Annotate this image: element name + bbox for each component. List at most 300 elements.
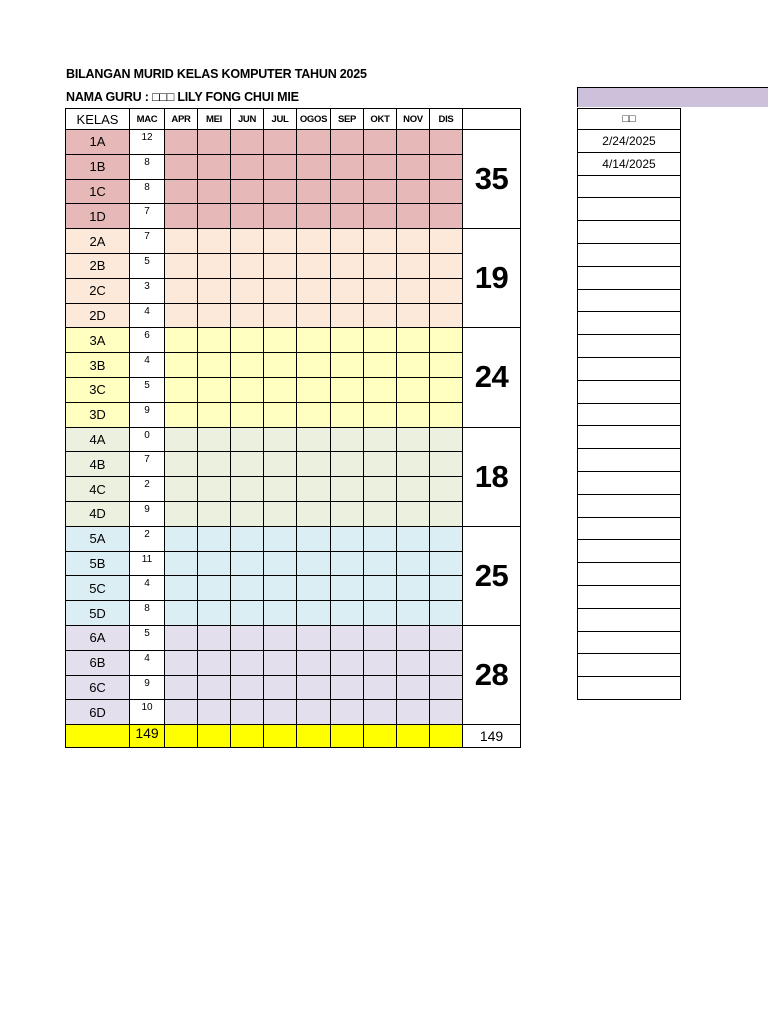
mac-count-cell[interactable]: 5 — [130, 253, 165, 278]
month-count-cell[interactable] — [231, 427, 264, 452]
month-count-cell[interactable] — [331, 328, 364, 353]
month-count-cell[interactable] — [231, 154, 264, 179]
mac-count-cell[interactable]: 11 — [130, 551, 165, 576]
kelas-cell[interactable]: 1B — [66, 154, 130, 179]
month-count-cell[interactable] — [364, 501, 397, 526]
month-count-cell[interactable] — [198, 303, 231, 328]
month-count-cell[interactable] — [264, 278, 297, 303]
month-count-cell[interactable] — [297, 551, 331, 576]
mac-count-cell[interactable]: 8 — [130, 154, 165, 179]
month-count-cell[interactable] — [364, 452, 397, 477]
month-count-cell[interactable] — [231, 402, 264, 427]
month-count-cell[interactable] — [364, 154, 397, 179]
month-count-cell[interactable] — [165, 328, 198, 353]
month-count-cell[interactable] — [397, 328, 430, 353]
month-count-cell[interactable] — [297, 154, 331, 179]
mac-count-cell[interactable]: 8 — [130, 601, 165, 626]
month-count-cell[interactable] — [397, 675, 430, 700]
month-count-cell[interactable] — [297, 253, 331, 278]
kelas-cell[interactable]: 4D — [66, 501, 130, 526]
month-count-cell[interactable] — [165, 625, 198, 650]
month-count-cell[interactable] — [331, 130, 364, 155]
month-count-cell[interactable] — [397, 501, 430, 526]
month-count-cell[interactable] — [397, 130, 430, 155]
month-count-cell[interactable] — [397, 179, 430, 204]
footer-cell[interactable] — [231, 725, 264, 748]
month-count-cell[interactable] — [297, 179, 331, 204]
month-count-cell[interactable] — [397, 700, 430, 725]
month-count-cell[interactable] — [297, 377, 331, 402]
month-count-cell[interactable] — [297, 650, 331, 675]
month-count-cell[interactable] — [397, 204, 430, 229]
month-count-cell[interactable] — [331, 427, 364, 452]
kelas-cell[interactable]: 2D — [66, 303, 130, 328]
month-count-cell[interactable] — [297, 229, 331, 254]
month-count-cell[interactable] — [231, 576, 264, 601]
month-count-cell[interactable] — [165, 402, 198, 427]
mac-count-cell[interactable]: 7 — [130, 229, 165, 254]
empty-date-cell[interactable] — [578, 585, 681, 608]
month-count-cell[interactable] — [297, 501, 331, 526]
month-count-cell[interactable] — [264, 700, 297, 725]
month-header[interactable]: DIS — [430, 109, 463, 130]
month-count-cell[interactable] — [430, 675, 463, 700]
month-count-cell[interactable] — [430, 625, 463, 650]
month-count-cell[interactable] — [430, 501, 463, 526]
month-count-cell[interactable] — [397, 229, 430, 254]
month-count-cell[interactable] — [198, 700, 231, 725]
footer-cell[interactable] — [430, 725, 463, 748]
empty-date-cell[interactable] — [578, 471, 681, 494]
mac-count-cell[interactable]: 9 — [130, 675, 165, 700]
month-count-cell[interactable] — [198, 377, 231, 402]
month-count-cell[interactable] — [430, 601, 463, 626]
month-count-cell[interactable] — [397, 650, 430, 675]
month-count-cell[interactable] — [397, 377, 430, 402]
month-count-cell[interactable] — [364, 601, 397, 626]
kelas-cell[interactable]: 4B — [66, 452, 130, 477]
mac-count-cell[interactable]: 5 — [130, 625, 165, 650]
mac-sum-cell[interactable]: 149 — [130, 725, 165, 748]
mac-count-cell[interactable]: 4 — [130, 303, 165, 328]
kelas-cell[interactable]: 6B — [66, 650, 130, 675]
empty-date-cell[interactable] — [578, 335, 681, 358]
month-count-cell[interactable] — [430, 427, 463, 452]
kelas-cell[interactable]: 2A — [66, 229, 130, 254]
month-count-cell[interactable] — [430, 204, 463, 229]
month-count-cell[interactable] — [297, 601, 331, 626]
month-count-cell[interactable] — [264, 204, 297, 229]
month-count-cell[interactable] — [165, 179, 198, 204]
empty-date-cell[interactable] — [578, 540, 681, 563]
kelas-cell[interactable]: 3A — [66, 328, 130, 353]
month-count-cell[interactable] — [331, 551, 364, 576]
kelas-header[interactable]: KELAS — [66, 109, 130, 130]
month-count-cell[interactable] — [331, 501, 364, 526]
month-count-cell[interactable] — [231, 650, 264, 675]
month-count-cell[interactable] — [165, 576, 198, 601]
month-count-cell[interactable] — [430, 179, 463, 204]
month-count-cell[interactable] — [430, 253, 463, 278]
month-count-cell[interactable] — [397, 402, 430, 427]
mac-count-cell[interactable]: 6 — [130, 328, 165, 353]
month-count-cell[interactable] — [165, 278, 198, 303]
mac-count-cell[interactable]: 7 — [130, 204, 165, 229]
total-header-cell[interactable] — [463, 109, 521, 130]
kelas-cell[interactable]: 3D — [66, 402, 130, 427]
month-header[interactable]: APR — [165, 109, 198, 130]
empty-date-cell[interactable] — [578, 449, 681, 472]
month-header[interactable]: OKT — [364, 109, 397, 130]
month-count-cell[interactable] — [297, 477, 331, 502]
month-header[interactable]: SEP — [331, 109, 364, 130]
mac-count-cell[interactable]: 4 — [130, 650, 165, 675]
month-count-cell[interactable] — [165, 650, 198, 675]
month-count-cell[interactable] — [198, 452, 231, 477]
month-count-cell[interactable] — [397, 452, 430, 477]
month-count-cell[interactable] — [297, 303, 331, 328]
month-count-cell[interactable] — [231, 601, 264, 626]
month-count-cell[interactable] — [430, 576, 463, 601]
month-count-cell[interactable] — [264, 477, 297, 502]
mac-count-cell[interactable]: 4 — [130, 353, 165, 378]
month-count-cell[interactable] — [231, 675, 264, 700]
month-count-cell[interactable] — [364, 204, 397, 229]
month-count-cell[interactable] — [264, 253, 297, 278]
month-count-cell[interactable] — [331, 402, 364, 427]
month-count-cell[interactable] — [364, 675, 397, 700]
month-count-cell[interactable] — [397, 353, 430, 378]
month-count-cell[interactable] — [430, 452, 463, 477]
month-count-cell[interactable] — [264, 229, 297, 254]
month-count-cell[interactable] — [198, 477, 231, 502]
grade-total-cell[interactable]: 19 — [463, 229, 521, 328]
empty-date-cell[interactable] — [578, 631, 681, 654]
month-count-cell[interactable] — [397, 154, 430, 179]
month-count-cell[interactable] — [231, 204, 264, 229]
month-count-cell[interactable] — [165, 452, 198, 477]
month-count-cell[interactable] — [198, 328, 231, 353]
month-count-cell[interactable] — [364, 700, 397, 725]
grade-total-cell[interactable]: 28 — [463, 625, 521, 724]
month-count-cell[interactable] — [331, 675, 364, 700]
month-count-cell[interactable] — [198, 130, 231, 155]
month-count-cell[interactable] — [297, 576, 331, 601]
mac-count-cell[interactable]: 7 — [130, 452, 165, 477]
month-count-cell[interactable] — [364, 130, 397, 155]
footer-cell[interactable] — [331, 725, 364, 748]
month-count-cell[interactable] — [297, 278, 331, 303]
month-count-cell[interactable] — [165, 204, 198, 229]
month-count-cell[interactable] — [231, 229, 264, 254]
kelas-cell[interactable]: 1D — [66, 204, 130, 229]
month-count-cell[interactable] — [165, 501, 198, 526]
month-count-cell[interactable] — [198, 675, 231, 700]
month-count-cell[interactable] — [264, 452, 297, 477]
empty-date-cell[interactable] — [578, 266, 681, 289]
kelas-cell[interactable]: 5C — [66, 576, 130, 601]
month-count-cell[interactable] — [364, 551, 397, 576]
month-count-cell[interactable] — [264, 328, 297, 353]
month-count-cell[interactable] — [165, 477, 198, 502]
mac-count-cell[interactable]: 9 — [130, 402, 165, 427]
month-count-cell[interactable] — [297, 204, 331, 229]
empty-date-cell[interactable] — [578, 654, 681, 677]
empty-date-cell[interactable] — [578, 380, 681, 403]
month-count-cell[interactable] — [331, 452, 364, 477]
footer-cell[interactable] — [297, 725, 331, 748]
month-count-cell[interactable] — [331, 377, 364, 402]
month-count-cell[interactable] — [264, 601, 297, 626]
kelas-cell[interactable]: 3C — [66, 377, 130, 402]
month-count-cell[interactable] — [165, 253, 198, 278]
month-count-cell[interactable] — [297, 402, 331, 427]
mac-count-cell[interactable]: 2 — [130, 477, 165, 502]
month-count-cell[interactable] — [397, 477, 430, 502]
month-count-cell[interactable] — [198, 650, 231, 675]
month-count-cell[interactable] — [231, 377, 264, 402]
month-count-cell[interactable] — [331, 477, 364, 502]
month-count-cell[interactable] — [364, 229, 397, 254]
month-count-cell[interactable] — [231, 625, 264, 650]
month-header[interactable]: JUL — [264, 109, 297, 130]
empty-date-cell[interactable] — [578, 494, 681, 517]
empty-date-cell[interactable] — [578, 357, 681, 380]
month-count-cell[interactable] — [231, 253, 264, 278]
month-count-cell[interactable] — [430, 130, 463, 155]
month-count-cell[interactable] — [430, 551, 463, 576]
month-count-cell[interactable] — [264, 130, 297, 155]
month-count-cell[interactable] — [364, 427, 397, 452]
empty-date-cell[interactable] — [578, 198, 681, 221]
month-count-cell[interactable] — [198, 576, 231, 601]
empty-date-cell[interactable] — [578, 312, 681, 335]
month-count-cell[interactable] — [165, 675, 198, 700]
month-count-cell[interactable] — [165, 551, 198, 576]
kelas-cell[interactable]: 6A — [66, 625, 130, 650]
month-header[interactable]: JUN — [231, 109, 264, 130]
month-header[interactable]: NOV — [397, 109, 430, 130]
month-count-cell[interactable] — [364, 650, 397, 675]
month-count-cell[interactable] — [165, 427, 198, 452]
side-header-bar[interactable] — [577, 87, 768, 107]
month-count-cell[interactable] — [331, 253, 364, 278]
month-count-cell[interactable] — [264, 154, 297, 179]
grade-total-cell[interactable]: 18 — [463, 427, 521, 526]
month-count-cell[interactable] — [397, 526, 430, 551]
month-header[interactable]: MAC — [130, 109, 165, 130]
month-count-cell[interactable] — [430, 377, 463, 402]
kelas-cell[interactable]: 5B — [66, 551, 130, 576]
month-count-cell[interactable] — [198, 278, 231, 303]
month-count-cell[interactable] — [297, 452, 331, 477]
month-count-cell[interactable] — [231, 328, 264, 353]
month-count-cell[interactable] — [297, 130, 331, 155]
month-count-cell[interactable] — [331, 278, 364, 303]
month-count-cell[interactable] — [297, 700, 331, 725]
date-cell[interactable]: 4/14/2025 — [578, 152, 681, 175]
empty-date-cell[interactable] — [578, 289, 681, 312]
month-count-cell[interactable] — [364, 253, 397, 278]
month-count-cell[interactable] — [264, 353, 297, 378]
footer-cell[interactable] — [198, 725, 231, 748]
empty-date-cell[interactable] — [578, 403, 681, 426]
empty-date-cell[interactable] — [578, 175, 681, 198]
month-count-cell[interactable] — [264, 625, 297, 650]
month-count-cell[interactable] — [331, 229, 364, 254]
month-count-cell[interactable] — [364, 353, 397, 378]
month-count-cell[interactable] — [297, 328, 331, 353]
month-count-cell[interactable] — [198, 229, 231, 254]
mac-count-cell[interactable]: 2 — [130, 526, 165, 551]
empty-date-cell[interactable] — [578, 677, 681, 700]
month-count-cell[interactable] — [198, 601, 231, 626]
footer-cell[interactable] — [264, 725, 297, 748]
month-count-cell[interactable] — [364, 526, 397, 551]
kelas-cell[interactable]: 3B — [66, 353, 130, 378]
grade-total-cell[interactable]: 25 — [463, 526, 521, 625]
month-count-cell[interactable] — [297, 675, 331, 700]
month-count-cell[interactable] — [198, 551, 231, 576]
month-count-cell[interactable] — [198, 179, 231, 204]
month-count-cell[interactable] — [397, 576, 430, 601]
month-count-cell[interactable] — [397, 253, 430, 278]
footer-label-cell[interactable] — [66, 725, 130, 748]
month-count-cell[interactable] — [331, 154, 364, 179]
month-header[interactable]: MEI — [198, 109, 231, 130]
month-count-cell[interactable] — [264, 402, 297, 427]
month-count-cell[interactable] — [198, 625, 231, 650]
footer-cell[interactable] — [364, 725, 397, 748]
empty-date-cell[interactable] — [578, 243, 681, 266]
mac-count-cell[interactable]: 10 — [130, 700, 165, 725]
month-count-cell[interactable] — [331, 650, 364, 675]
mac-count-cell[interactable]: 8 — [130, 179, 165, 204]
kelas-cell[interactable]: 6C — [66, 675, 130, 700]
month-count-cell[interactable] — [331, 204, 364, 229]
empty-date-cell[interactable] — [578, 426, 681, 449]
kelas-cell[interactable]: 2C — [66, 278, 130, 303]
month-count-cell[interactable] — [364, 278, 397, 303]
month-count-cell[interactable] — [165, 229, 198, 254]
mac-count-cell[interactable]: 4 — [130, 576, 165, 601]
month-count-cell[interactable] — [165, 377, 198, 402]
month-count-cell[interactable] — [165, 526, 198, 551]
month-count-cell[interactable] — [231, 452, 264, 477]
kelas-cell[interactable]: 6D — [66, 700, 130, 725]
month-count-cell[interactable] — [331, 576, 364, 601]
footer-cell[interactable] — [397, 725, 430, 748]
month-count-cell[interactable] — [198, 427, 231, 452]
mac-count-cell[interactable]: 9 — [130, 501, 165, 526]
month-count-cell[interactable] — [364, 477, 397, 502]
grade-total-cell[interactable]: 35 — [463, 130, 521, 229]
month-count-cell[interactable] — [264, 551, 297, 576]
month-count-cell[interactable] — [264, 303, 297, 328]
month-count-cell[interactable] — [198, 501, 231, 526]
month-count-cell[interactable] — [264, 650, 297, 675]
month-count-cell[interactable] — [165, 154, 198, 179]
month-count-cell[interactable] — [264, 501, 297, 526]
kelas-cell[interactable]: 5D — [66, 601, 130, 626]
kelas-cell[interactable]: 1A — [66, 130, 130, 155]
month-count-cell[interactable] — [430, 477, 463, 502]
month-count-cell[interactable] — [397, 551, 430, 576]
month-count-cell[interactable] — [331, 179, 364, 204]
month-count-cell[interactable] — [397, 427, 430, 452]
month-count-cell[interactable] — [231, 278, 264, 303]
month-count-cell[interactable] — [364, 576, 397, 601]
month-count-cell[interactable] — [198, 353, 231, 378]
month-count-cell[interactable] — [331, 526, 364, 551]
month-count-cell[interactable] — [264, 427, 297, 452]
month-count-cell[interactable] — [331, 625, 364, 650]
month-count-cell[interactable] — [264, 675, 297, 700]
month-count-cell[interactable] — [264, 576, 297, 601]
month-count-cell[interactable] — [397, 278, 430, 303]
month-count-cell[interactable] — [165, 353, 198, 378]
empty-date-cell[interactable] — [578, 608, 681, 631]
month-count-cell[interactable] — [397, 303, 430, 328]
month-count-cell[interactable] — [430, 353, 463, 378]
month-count-cell[interactable] — [430, 303, 463, 328]
month-count-cell[interactable] — [165, 700, 198, 725]
month-count-cell[interactable] — [331, 700, 364, 725]
month-count-cell[interactable] — [198, 526, 231, 551]
month-count-cell[interactable] — [430, 526, 463, 551]
empty-date-cell[interactable] — [578, 221, 681, 244]
empty-date-cell[interactable] — [578, 517, 681, 540]
month-count-cell[interactable] — [430, 700, 463, 725]
month-count-cell[interactable] — [165, 303, 198, 328]
month-count-cell[interactable] — [364, 625, 397, 650]
month-count-cell[interactable] — [297, 526, 331, 551]
month-count-cell[interactable] — [430, 154, 463, 179]
month-count-cell[interactable] — [264, 179, 297, 204]
month-count-cell[interactable] — [364, 179, 397, 204]
month-count-cell[interactable] — [165, 130, 198, 155]
month-count-cell[interactable] — [397, 625, 430, 650]
mac-count-cell[interactable]: 12 — [130, 130, 165, 155]
month-count-cell[interactable] — [364, 377, 397, 402]
month-count-cell[interactable] — [231, 477, 264, 502]
month-count-cell[interactable] — [331, 303, 364, 328]
month-count-cell[interactable] — [430, 229, 463, 254]
date-header-cell[interactable]: □□ — [578, 109, 681, 130]
month-count-cell[interactable] — [231, 700, 264, 725]
kelas-cell[interactable]: 4C — [66, 477, 130, 502]
month-count-cell[interactable] — [198, 402, 231, 427]
month-count-cell[interactable] — [297, 427, 331, 452]
kelas-cell[interactable]: 2B — [66, 253, 130, 278]
month-count-cell[interactable] — [231, 179, 264, 204]
month-count-cell[interactable] — [297, 353, 331, 378]
kelas-cell[interactable]: 5A — [66, 526, 130, 551]
month-count-cell[interactable] — [165, 601, 198, 626]
month-count-cell[interactable] — [364, 303, 397, 328]
month-count-cell[interactable] — [297, 625, 331, 650]
month-count-cell[interactable] — [264, 526, 297, 551]
date-cell[interactable]: 2/24/2025 — [578, 130, 681, 153]
month-count-cell[interactable] — [231, 303, 264, 328]
month-count-cell[interactable] — [430, 328, 463, 353]
month-count-cell[interactable] — [331, 601, 364, 626]
empty-date-cell[interactable] — [578, 563, 681, 586]
month-count-cell[interactable] — [264, 377, 297, 402]
month-count-cell[interactable] — [198, 204, 231, 229]
month-count-cell[interactable] — [198, 154, 231, 179]
month-count-cell[interactable] — [331, 353, 364, 378]
